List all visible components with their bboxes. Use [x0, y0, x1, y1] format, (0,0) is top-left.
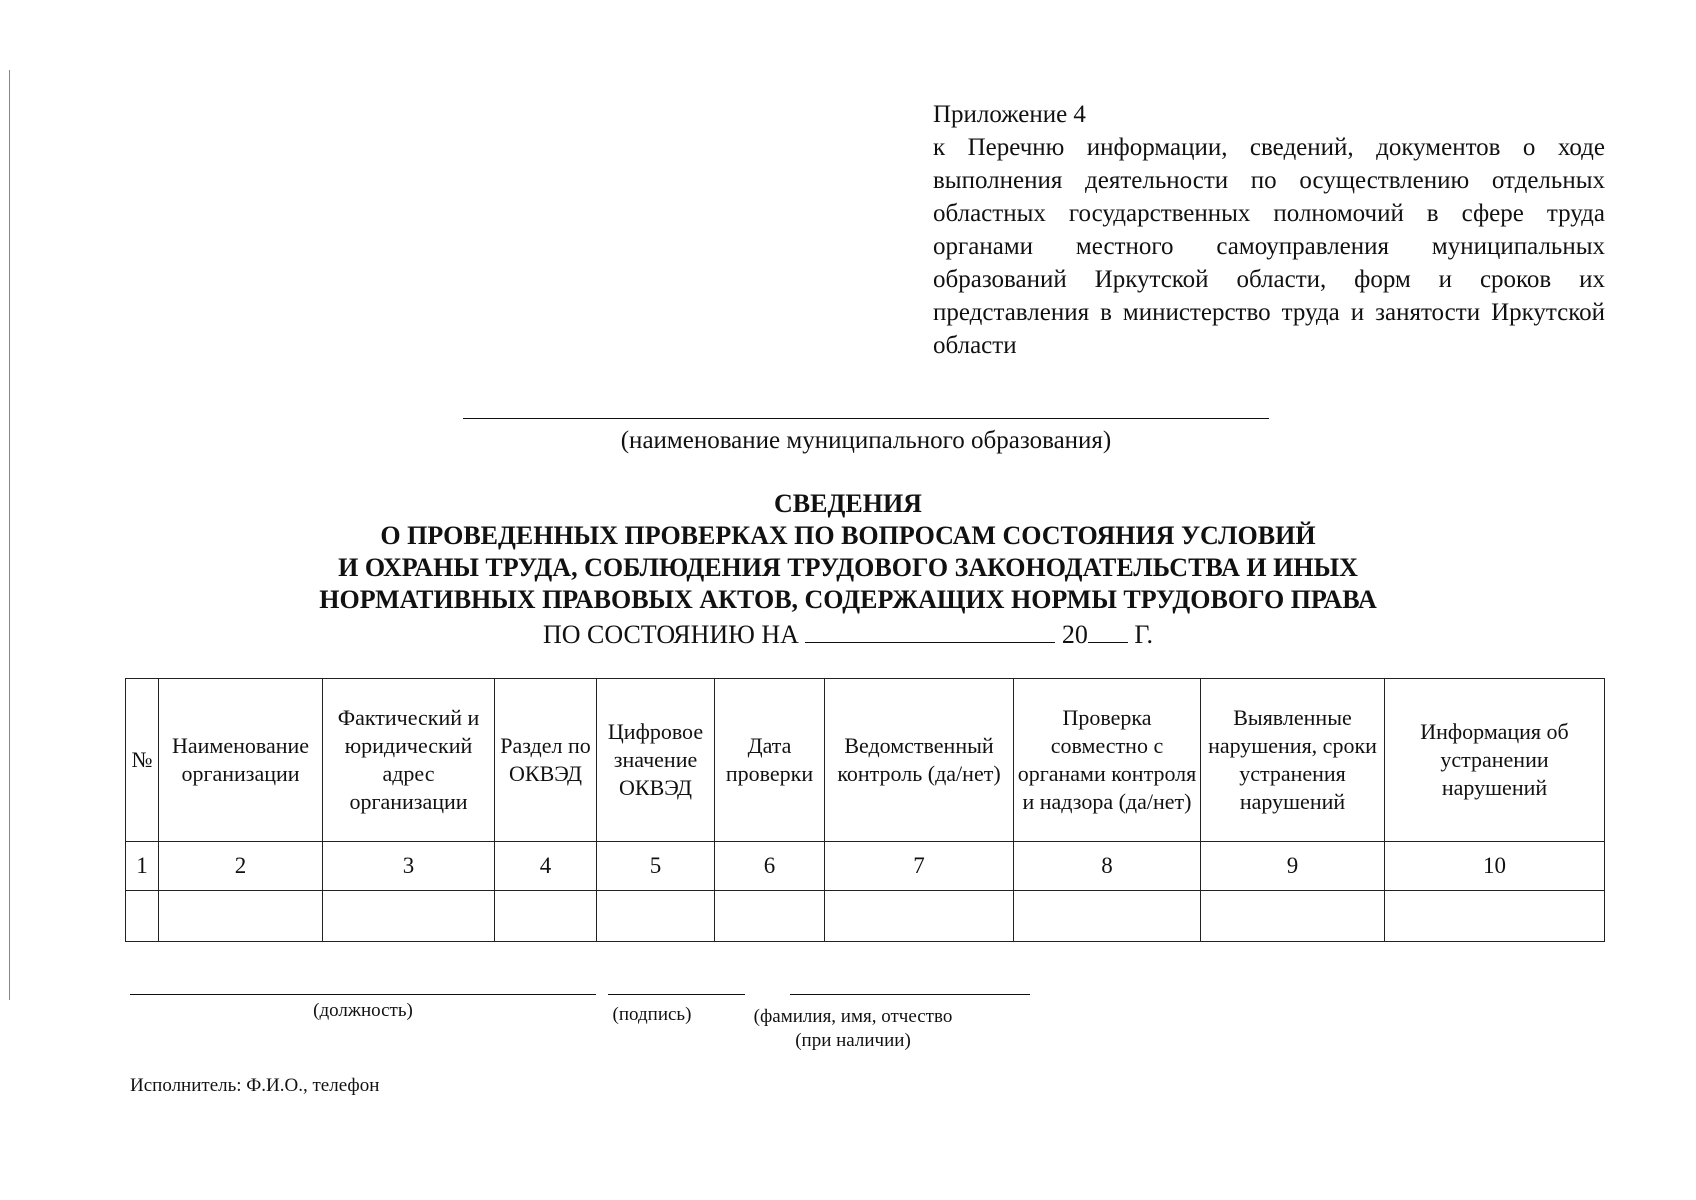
table-header-row: [126, 679, 1605, 842]
column-number: 3: [323, 842, 495, 891]
year-prefix: 20: [1061, 620, 1088, 649]
year-blank: [1088, 618, 1128, 643]
header-violations: Выявленные нарушения, сроки устранения нарушений: [1201, 679, 1385, 842]
table-cell[interactable]: [1014, 891, 1201, 942]
header-organization-name: Наименование организации: [159, 679, 323, 842]
column-number: 7: [825, 842, 1014, 891]
title-line: О ПРОВЕДЕННЫХ ПРОВЕРКАХ ПО ВОПРОСАМ СОСТОЯНИЯ УСЛОВИЙ: [380, 521, 1316, 550]
title-line: НОРМАТИВНЫХ ПРАВОВЫХ АКТОВ, СОДЕРЖАЩИХ НОРМЫ ТРУДОВОГО ПРАВА: [319, 585, 1377, 614]
table-cell[interactable]: [323, 891, 495, 942]
executor-info: Исполнитель: Ф.И.О., телефон: [130, 1075, 380, 1096]
page-margin-line: [9, 70, 10, 1000]
table-cell[interactable]: [1201, 891, 1385, 942]
full-name-note: (при наличии): [795, 1030, 911, 1051]
column-number: 2: [159, 842, 323, 891]
table-cell[interactable]: [159, 891, 323, 942]
column-number: 4: [495, 842, 597, 891]
position-signature-line: [130, 994, 596, 995]
column-number: 8: [1014, 842, 1201, 891]
signature-caption: (подпись): [612, 1004, 692, 1025]
table-cell[interactable]: [126, 891, 159, 942]
header-departmental-control: Ведомственный контроль (да/нет): [825, 679, 1014, 842]
municipality-caption: (наименование муниципального образования): [620, 427, 1112, 454]
header-okved-code: Цифровое значение ОКВЭД: [597, 679, 715, 842]
header-elimination-info: Информация об устранении нарушений: [1385, 679, 1605, 842]
as-of-date-line: [200, 618, 1496, 650]
appendix-block: [933, 98, 1605, 362]
table-cell[interactable]: [597, 891, 715, 942]
appendix-title: Приложение 4: [933, 101, 1086, 128]
position-caption: (должность): [313, 1000, 413, 1021]
as-of-prefix: ПО СОСТОЯНИЮ НА: [542, 620, 799, 649]
table-cell[interactable]: [1385, 891, 1605, 942]
year-suffix: Г.: [1134, 620, 1154, 649]
table-cell[interactable]: [825, 891, 1014, 942]
column-number: 9: [1201, 842, 1385, 891]
full-name-signature-line: [790, 994, 1030, 995]
header-number: №: [126, 679, 159, 842]
column-number: 1: [126, 842, 159, 891]
title-line: СВЕДЕНИЯ: [774, 489, 922, 518]
table-cell[interactable]: [715, 891, 825, 942]
municipality-name-line: [463, 418, 1269, 419]
header-joint-inspection: Проверка совместно с органами контроля и надзора (да/нет): [1014, 679, 1201, 842]
table-cell[interactable]: [495, 891, 597, 942]
column-number: 5: [597, 842, 715, 891]
header-inspection-date: Дата проверки: [715, 679, 825, 842]
column-number-row: [126, 842, 1605, 891]
date-blank: [805, 618, 1055, 643]
header-organization-address: Фактический и юридический адрес организации: [323, 679, 495, 842]
signature-line: [608, 994, 745, 995]
document-title: [200, 488, 1496, 616]
inspections-table: [125, 678, 1605, 942]
title-line: И ОХРАНЫ ТРУДА, СОБЛЮДЕНИЯ ТРУДОВОГО ЗАКОНОДАТЕЛЬСТВА И ИНЫХ: [338, 553, 1358, 582]
full-name-caption: (фамилия, имя, отчество: [753, 1006, 953, 1027]
appendix-text: к Перечню информации, сведений, документов о ходе выполнения деятельности по осуществлению отдельных областных государственных полномочий в сфере труда органами местного самоуправления муниципальных образований Иркутской области, форм и сроков их представления в министерство труда и занятости Иркутской области: [933, 134, 1605, 359]
column-number: 10: [1385, 842, 1605, 891]
table-row: [126, 891, 1605, 942]
column-number: 6: [715, 842, 825, 891]
header-okved-section: Раздел по ОКВЭД: [495, 679, 597, 842]
